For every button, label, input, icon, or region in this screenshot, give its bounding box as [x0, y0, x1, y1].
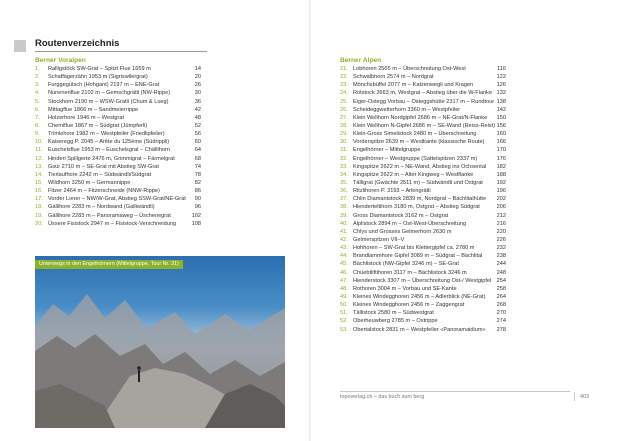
route-page: 26	[194, 82, 201, 89]
route-title: Fitzer 2464 m – Fitzerschneide (NNW-Rippe)	[48, 188, 160, 195]
route-entry	[340, 179, 506, 187]
route-number: 34.	[340, 171, 348, 178]
route-number: 14.	[35, 171, 43, 178]
route-entry	[340, 122, 506, 130]
footer-separator	[574, 392, 575, 401]
route-entry	[35, 187, 201, 195]
route-entry	[340, 252, 506, 260]
route-entry	[340, 146, 506, 154]
route-number: 38.	[340, 204, 348, 211]
route-title: Euschelsflue 1953 m – Euschelsgrat – Chällihorn	[48, 147, 170, 154]
route-title: Tällistock 2580 m – Südwestgrat	[353, 310, 434, 317]
route-title: Klein Wellhorn N-Gipfel 2686 m – SE-Wand (Reiss-Reist)	[353, 122, 496, 129]
route-entry	[340, 277, 506, 285]
route-page: 142	[496, 106, 506, 113]
route-number: 40.	[340, 220, 348, 227]
route-title: Chlin Diamantstock 2839 m, Nordgrat – Bächlitalhütte	[353, 196, 487, 203]
route-entry	[35, 163, 201, 171]
route-entry	[340, 203, 506, 211]
route-entry	[340, 293, 506, 301]
route-page: 86	[194, 188, 201, 195]
route-title: Hienderteltihorn 3180 m, Ostgrat – Abstieg Südgrat	[353, 204, 480, 211]
route-number: 22.	[340, 74, 348, 81]
route-title: Vorderspitze 2639 m – Westkante (klassische Route)	[353, 139, 485, 146]
route-page: 248	[496, 269, 506, 276]
page-spine	[309, 0, 311, 441]
route-title: Kaiseregg P. 2045 – Arête du 125ème (Südrippli)	[48, 139, 170, 146]
route-entry	[340, 187, 506, 195]
route-page: 74	[194, 163, 201, 170]
route-page: 264	[496, 293, 506, 300]
route-entry	[340, 309, 506, 317]
route-page: 138	[496, 98, 506, 105]
route-page: 116	[497, 66, 506, 72]
route-title: Chemiflue 1867 m – Südgrat (Jümpferli)	[48, 122, 148, 129]
route-entry	[340, 73, 506, 81]
route-page: 212	[496, 212, 506, 219]
route-number: 12.	[35, 155, 43, 162]
route-number: 35.	[340, 179, 348, 186]
route-title: Scheideggwetterhorn 3360 m – Westpfeiler	[353, 106, 461, 113]
route-entry	[340, 171, 506, 179]
route-entry	[35, 106, 201, 114]
page-title: Routenverzeichnis	[35, 38, 120, 49]
route-page: 42	[194, 106, 201, 113]
route-entry	[35, 138, 201, 146]
route-entry	[35, 89, 201, 97]
route-number: 24.	[340, 90, 348, 97]
route-entry	[340, 220, 506, 228]
route-page: 60	[194, 139, 201, 146]
route-title: Bächlistock (NW-Gipfel 3246 m) – SE-Grat	[353, 261, 459, 268]
route-title: Gällihore 2283 m – Panoramaweg – Üschenegrat	[48, 212, 171, 219]
route-title: Gsür 2710 m – SE-Grat mit Abstieg SW-Grat	[48, 163, 159, 170]
route-entry	[35, 203, 201, 211]
route-number: 19.	[35, 212, 43, 219]
route-entry	[35, 130, 201, 138]
route-title: Mönchsbüffel 2077 m – Katzenwegli und Kragen	[353, 82, 474, 89]
route-number: 51.	[340, 310, 348, 317]
mountain-photo	[35, 256, 285, 428]
route-number: 37.	[340, 196, 348, 203]
route-entry	[340, 155, 506, 163]
route-page: 278	[496, 326, 506, 333]
route-page: 216	[496, 220, 506, 227]
route-entry	[35, 146, 201, 154]
mountain-illustration	[35, 256, 285, 428]
route-title: Mittagflue 1866 m – Sandmeierrippe	[48, 106, 139, 113]
route-number: 3.	[35, 82, 40, 89]
route-page: 36	[194, 98, 201, 105]
route-number: 31.	[340, 147, 348, 154]
route-page: 68	[194, 155, 201, 162]
route-number: 49.	[340, 293, 348, 300]
route-page: 226	[496, 236, 506, 243]
route-entry	[340, 89, 506, 97]
route-title: Tierlaufhore 2242 m – Südwändli/Südgrat	[48, 171, 152, 178]
route-page: 206	[496, 204, 506, 211]
route-number: 13.	[35, 163, 43, 170]
route-title: Trimlehore 1982 m – Westpfeiler (Friedlipfeiler)	[48, 131, 165, 138]
route-number: 39.	[340, 212, 348, 219]
route-page: 108	[191, 220, 201, 227]
route-number: 4.	[35, 90, 40, 97]
route-entry	[340, 195, 506, 203]
route-page: 166	[496, 139, 506, 146]
route-entry	[35, 81, 201, 89]
route-title: Klein Wellhorn Nordgipfel 2686 m – NE-Grat/N-Flanke	[353, 114, 488, 121]
route-title: Wildhorn 3250 m – Germannippe	[48, 179, 131, 186]
route-entry	[340, 228, 506, 236]
route-page: 196	[496, 188, 506, 195]
route-number: 28.	[340, 122, 348, 129]
route-number: 15.	[35, 179, 43, 186]
route-number: 18.	[35, 204, 43, 211]
route-number: 21.	[340, 66, 348, 72]
route-page: 268	[496, 302, 506, 309]
route-page: 14	[194, 66, 201, 72]
route-title: Rotstock 2663 m, Westgrat – Abstieg über die W-Flanke	[353, 90, 493, 97]
route-page: 182	[496, 163, 506, 170]
section-marker	[14, 40, 26, 52]
route-page: 64	[194, 147, 201, 154]
route-title: Lobhoren 2565 m – Überschreitung Ost-West	[353, 66, 466, 72]
route-entry	[340, 260, 506, 268]
route-entry	[35, 212, 201, 220]
route-entry	[340, 138, 506, 146]
route-title: Üssere Fisistock 2947 m – Fisistock-Verschneidung	[48, 220, 177, 227]
route-number: 36.	[340, 188, 348, 195]
route-number: 47.	[340, 277, 348, 284]
route-title: Gelmerspitzen VII–V	[353, 236, 405, 243]
route-title: Hinderi Spillgerte 2476 m, Grimmigrat – Färmelgrat	[48, 155, 175, 162]
route-title: Ralligstöck SW-Grat – Spitzi Flue 1659 m	[48, 66, 151, 72]
route-page: 82	[194, 179, 201, 186]
route-title: Ritzlihoren P. 3193 – Arlengrätli	[353, 188, 431, 195]
route-number: 6.	[35, 106, 40, 113]
route-title: Gross Diamantstock 3162 m – Ostgrat	[353, 212, 449, 219]
route-number: 11.	[35, 147, 43, 154]
route-entry	[340, 317, 506, 325]
route-title: Stockhorn 2190 m – WSW-Grätli (Chum & Lueg)	[48, 98, 169, 105]
route-entry	[340, 244, 506, 252]
route-page: 238	[496, 253, 506, 260]
route-number: 43.	[340, 245, 348, 252]
route-title: Gällihore 2283 m – Nordwand (Galliwändli)	[48, 204, 155, 211]
route-number: 45.	[340, 261, 348, 268]
route-title: Brandlammhore Gipfel 3089 m – Südgrat – Bächlital	[353, 253, 483, 260]
route-title: Chüebtliftihoren 3117 m – Bächlistock 3246 m	[353, 269, 467, 276]
title-underline	[35, 51, 207, 52]
right-route-list	[340, 65, 506, 334]
route-number: 44.	[340, 253, 348, 260]
route-title: Rothoren 3004 m – Vorbau und SE-Kante	[353, 285, 457, 292]
route-page: 126	[496, 82, 506, 89]
route-entry	[340, 106, 506, 114]
route-number: 8.	[35, 122, 40, 129]
route-number: 27.	[340, 114, 348, 121]
route-entry	[340, 285, 506, 293]
route-entry	[35, 171, 201, 179]
route-entry	[35, 73, 201, 81]
route-entry	[340, 301, 506, 309]
footer-rule	[340, 391, 570, 392]
route-entry	[35, 179, 201, 187]
route-number: 10.	[35, 139, 43, 146]
route-entry	[340, 269, 506, 277]
photo-caption: Unterwegs in den Engelhörnern (Mittelgruppe, Tour Nr. 31)	[35, 260, 183, 269]
route-entry	[340, 212, 506, 220]
route-number: 1.	[35, 66, 40, 72]
route-title: Tälligrat (Gwächte 2511 m) – Südwändli und Ostgrat	[353, 179, 483, 186]
route-page: 232	[496, 245, 506, 252]
route-page: 20	[194, 74, 201, 81]
route-number: 2.	[35, 74, 40, 81]
route-page: 270	[496, 310, 506, 317]
route-number: 29.	[340, 131, 348, 138]
route-page: 52	[194, 122, 201, 129]
route-number: 9.	[35, 131, 40, 138]
route-number: 50.	[340, 302, 348, 309]
route-page: 258	[496, 285, 506, 292]
route-page: 160	[496, 131, 506, 138]
route-number: 25.	[340, 98, 348, 105]
route-page: 122	[496, 74, 506, 81]
route-entry	[340, 65, 506, 73]
route-number: 7.	[35, 114, 40, 121]
route-title: Furggegütsch (Hohgant) 2197 m – ENE-Grat	[48, 82, 160, 89]
route-title: Vorder Loner – NW/W-Grat, Abstieg SSW-Grat/NE-Grat	[48, 196, 186, 203]
route-number: 5.	[35, 98, 40, 105]
route-page: 90	[194, 196, 201, 203]
route-number: 42.	[340, 236, 348, 243]
route-entry	[340, 114, 506, 122]
route-number: 17.	[35, 196, 43, 203]
route-number: 23.	[340, 82, 348, 89]
route-title: Obertalstock 2831 m – Westpfeiler «Panoramaidium»	[353, 326, 486, 333]
route-number: 52.	[340, 318, 348, 325]
left-column-heading: Berner Voralpen	[35, 57, 86, 64]
route-entry	[340, 130, 506, 138]
route-page: 254	[496, 277, 506, 284]
route-title: Klein-Gross Simelistock 2480 m – Überschreitung	[353, 131, 477, 138]
left-route-list	[35, 65, 201, 228]
route-page: 96	[194, 204, 201, 211]
route-title: Kleines Windegghoren 2456 m – Zaggengrat	[353, 302, 465, 309]
route-title: Hohhoren – SW-Grat bis Klettergipfel ca. 2780 m	[353, 245, 475, 252]
route-title: Kingspitze 2622 m – Alter Kingweg – Westflanke	[353, 171, 474, 178]
route-page: 102	[191, 212, 201, 219]
route-number: 20.	[35, 220, 43, 227]
route-entry	[340, 163, 506, 171]
route-number: 32.	[340, 155, 348, 162]
route-number: 26.	[340, 106, 348, 113]
route-entry	[35, 122, 201, 130]
route-number: 41.	[340, 228, 348, 235]
route-entry	[35, 65, 201, 73]
route-title: Hienderstock 3307 m – Überschreitung Ost-/ Westgipfel	[353, 277, 492, 284]
route-entry	[340, 326, 506, 334]
route-entry	[35, 114, 201, 122]
route-page: 220	[496, 228, 506, 235]
route-number: 53.	[340, 326, 348, 333]
route-entry	[340, 81, 506, 89]
route-page: 188	[496, 171, 506, 178]
route-entry	[35, 98, 201, 106]
route-number: 33.	[340, 163, 348, 170]
route-entry	[35, 220, 201, 228]
route-title: Eiger-Ostegg Vorbau – Osteggshütte 2317 m – Rundtour	[353, 98, 495, 105]
route-title: Engelhörner – Westgruppe (Sattelspitzen 2337 m)	[353, 155, 478, 162]
route-page: 202	[496, 196, 506, 203]
page-number: 403	[580, 394, 589, 400]
route-page: 132	[496, 90, 506, 97]
route-title: Schwalbhorn 2574 m – Nordgrat	[353, 74, 434, 81]
route-page: 56	[194, 131, 201, 138]
route-page: 30	[194, 90, 201, 97]
route-page: 170	[496, 147, 506, 154]
route-title: Chlys und Grosses Gelmerhorn 2630 m	[353, 228, 452, 235]
route-page: 274	[496, 318, 506, 325]
route-title: Kleines Windegghoren 2456 m – Adlerblick (NE-Grat)	[353, 293, 486, 300]
route-page: 78	[194, 171, 201, 178]
route-title: Schaffägerzähn 1953 m (Sigriswilergrat)	[48, 74, 148, 81]
route-title: Alplistock 2894 m – Ost-West-Überschreitung	[353, 220, 467, 227]
route-entry	[340, 98, 506, 106]
route-page: 244	[496, 261, 506, 268]
route-entry	[35, 195, 201, 203]
route-title: Oberheuwberg 2785 m – Ostrippe	[353, 318, 438, 325]
route-title: Holzerhore 1946 m – Westgrat	[48, 114, 125, 121]
route-page: 48	[194, 114, 201, 121]
route-entry	[340, 236, 506, 244]
route-page: 150	[496, 114, 506, 121]
route-number: 30.	[340, 139, 348, 146]
route-number: 48.	[340, 285, 348, 292]
route-title: Kingspitze 2622 m – NE-Wand, Abstieg ins Ochsental	[353, 163, 487, 170]
route-entry	[35, 155, 201, 163]
route-page: 176	[496, 155, 506, 162]
route-number: 16.	[35, 188, 43, 195]
right-column-heading: Berner Alpen	[340, 57, 382, 64]
route-page: 192	[496, 179, 506, 186]
route-title: Nünenenflue 2102 m – Gemschgrätli (NW-Rippe)	[48, 90, 171, 97]
route-page: 156	[496, 122, 506, 129]
footer-publisher-text: topoverlag.ch – das buch zum berg	[340, 394, 425, 400]
route-number: 46.	[340, 269, 348, 276]
route-title: Engelhörner – Mittelgruppe	[353, 147, 421, 154]
